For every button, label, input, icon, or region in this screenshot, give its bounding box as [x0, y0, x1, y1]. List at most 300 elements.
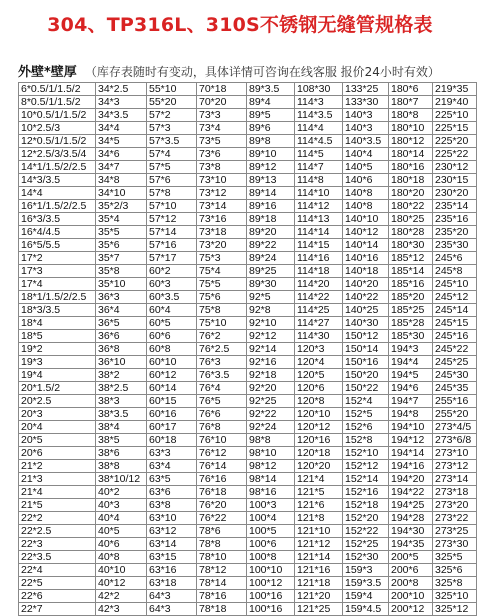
table-cell: 89*18 [247, 213, 295, 226]
table-cell: 325*6 [433, 564, 477, 577]
table-cell: 185*14 [389, 265, 433, 278]
table-cell: 38*10/12 [96, 473, 147, 486]
table-cell: 63*3 [147, 447, 197, 460]
table-cell: 152*12 [343, 460, 389, 473]
table-row [19, 434, 477, 447]
table-cell: 38*8 [96, 460, 147, 473]
table-row [19, 590, 477, 603]
table-cell: 17*4 [19, 278, 96, 291]
table-cell: 152*30 [343, 551, 389, 564]
table-cell: 245*25 [433, 356, 477, 369]
table-cell: 140*30 [343, 317, 389, 330]
table-cell: 194*22 [389, 486, 433, 499]
table-cell: 6*0.5/1/1.5/2 [19, 83, 96, 96]
table-cell: 140*5 [343, 161, 389, 174]
table-cell: 76*14 [197, 460, 247, 473]
table-cell: 114*14 [295, 226, 343, 239]
table-cell: 89*3.5 [247, 83, 295, 96]
table-cell: 60*6 [147, 330, 197, 343]
table-cell: 150*12 [343, 330, 389, 343]
table-row [19, 135, 477, 148]
table-row [19, 317, 477, 330]
table-cell: 63*10 [147, 512, 197, 525]
table-cell: 21*4 [19, 486, 96, 499]
table-cell: 255*16 [433, 395, 477, 408]
table-cell: 180*14 [389, 148, 433, 161]
table-cell: 120*12 [295, 421, 343, 434]
table-cell: 16*4/4.5 [19, 226, 96, 239]
table-cell: 22*5 [19, 577, 96, 590]
table-cell: 180*28 [389, 226, 433, 239]
table-cell: 325*12 [433, 603, 477, 616]
table-cell: 21*5 [19, 499, 96, 512]
table-cell: 98*16 [247, 486, 295, 499]
table-cell: 194*16 [389, 460, 433, 473]
table-cell: 235*20 [433, 226, 477, 239]
table-cell: 35*10 [96, 278, 147, 291]
table-cell: 98*10 [247, 447, 295, 460]
table-cell: 140*10 [343, 213, 389, 226]
table-cell: 150*22 [343, 382, 389, 395]
table-cell: 273*6/8 [433, 434, 477, 447]
table-cell: 140*25 [343, 304, 389, 317]
table-cell: 55*20 [147, 96, 197, 109]
table-row [19, 83, 477, 96]
table-cell: 57*3 [147, 122, 197, 135]
table-cell: 219*40 [433, 96, 477, 109]
table-cell: 121*18 [295, 577, 343, 590]
table-cell: 55*10 [147, 83, 197, 96]
table-cell: 325*8 [433, 577, 477, 590]
page-title: 304、TP316L、310S不锈钢无缝管规格表 [47, 14, 433, 36]
table-cell: 36*6 [96, 330, 147, 343]
table-row [19, 369, 477, 382]
table-cell: 38*4 [96, 421, 147, 434]
table-cell: 12*0.5/1/1.5/2 [19, 135, 96, 148]
table-row [19, 512, 477, 525]
table-cell: 42*3 [96, 603, 147, 616]
table-cell: 159*4 [343, 590, 389, 603]
table-cell: 60*17 [147, 421, 197, 434]
table-cell: 180*30 [389, 239, 433, 252]
table-cell: 89*24 [247, 252, 295, 265]
table-cell: 152*20 [343, 512, 389, 525]
table-cell: 235*16 [433, 213, 477, 226]
table-cell: 121*10 [295, 525, 343, 538]
table-cell: 76*18 [197, 486, 247, 499]
table-cell: 57*2 [147, 109, 197, 122]
table-cell: 152*4 [343, 395, 389, 408]
table-row [19, 122, 477, 135]
table-row [19, 421, 477, 434]
table-cell: 92*20 [247, 382, 295, 395]
table-cell: 180*16 [389, 161, 433, 174]
table-cell: 36*8 [96, 343, 147, 356]
table-cell: 36*4 [96, 304, 147, 317]
table-cell: 194*28 [389, 512, 433, 525]
inventory-note: （库存表随时有变动，具体详情可咨询在线客服 报价24小时有效） [84, 65, 440, 79]
table-cell: 245*35 [433, 382, 477, 395]
table-row [19, 382, 477, 395]
table-cell: 38*3 [96, 395, 147, 408]
table-cell: 98*12 [247, 460, 295, 473]
table-cell: 140*20 [343, 278, 389, 291]
table-cell: 14*1/1.5/2/2.5 [19, 161, 96, 174]
table-cell: 63*8 [147, 499, 197, 512]
table-cell: 63*14 [147, 538, 197, 551]
table-cell: 100*12 [247, 577, 295, 590]
table-cell: 120*5 [295, 369, 343, 382]
table-cell: 20*3 [19, 408, 96, 421]
table-row [19, 161, 477, 174]
table-cell: 36*10 [96, 356, 147, 369]
table-cell: 92*8 [247, 304, 295, 317]
table-cell: 76*2.5 [197, 343, 247, 356]
table-cell: 185*28 [389, 317, 433, 330]
spec-column-label: 外壁*壁厚 [18, 65, 77, 80]
table-cell: 200*5 [389, 551, 433, 564]
table-cell: 273*22 [433, 512, 477, 525]
table-cell: 78*12 [197, 564, 247, 577]
table-cell: 92*14 [247, 343, 295, 356]
table-cell: 194*10 [389, 421, 433, 434]
table-cell: 100*3 [247, 499, 295, 512]
table-cell: 180*10 [389, 122, 433, 135]
table-cell: 245*10 [433, 278, 477, 291]
table-cell: 35*5 [96, 226, 147, 239]
table-cell: 35*6 [96, 239, 147, 252]
table-cell: 60*10 [147, 356, 197, 369]
table-cell: 73*8 [197, 161, 247, 174]
table-cell: 140*8 [343, 187, 389, 200]
table-cell: 140*4 [343, 148, 389, 161]
table-cell: 255*20 [433, 408, 477, 421]
table-cell: 76*3.5 [197, 369, 247, 382]
table-cell: 150*16 [343, 356, 389, 369]
table-cell: 16*5/5.5 [19, 239, 96, 252]
table-cell: 14*4 [19, 187, 96, 200]
table-cell: 152*25 [343, 538, 389, 551]
table-cell: 185*16 [389, 278, 433, 291]
table-row [19, 148, 477, 161]
table-cell: 16*1/1.5/2/2.5 [19, 200, 96, 213]
table-cell: 8*0.5/1/1.5/2 [19, 96, 96, 109]
table-cell: 21*3 [19, 473, 96, 486]
table-cell: 273*14 [433, 473, 477, 486]
table-cell: 38*5 [96, 434, 147, 447]
table-cell: 17*2 [19, 252, 96, 265]
table-cell: 230*20 [433, 187, 477, 200]
table-cell: 121*16 [295, 564, 343, 577]
table-cell: 120*20 [295, 460, 343, 473]
table-cell: 64*3 [147, 590, 197, 603]
table-cell: 60*18 [147, 434, 197, 447]
table-cell: 219*35 [433, 83, 477, 96]
table-cell: 40*12 [96, 577, 147, 590]
table-cell: 34*3 [96, 96, 147, 109]
table-cell: 100*5 [247, 525, 295, 538]
table-cell: 16*3/3.5 [19, 213, 96, 226]
table-cell: 76*22 [197, 512, 247, 525]
table-cell: 40*3 [96, 499, 147, 512]
table-row [19, 213, 477, 226]
table-cell: 57*16 [147, 239, 197, 252]
table-cell: 180*7 [389, 96, 433, 109]
table-cell: 114*4 [295, 122, 343, 135]
table-cell: 194*6 [389, 382, 433, 395]
table-cell: 114*25 [295, 304, 343, 317]
table-cell: 140*22 [343, 291, 389, 304]
table-cell: 22*2.5 [19, 525, 96, 538]
table-cell: 75*10 [197, 317, 247, 330]
table-cell: 63*12 [147, 525, 197, 538]
table-cell: 235*14 [433, 200, 477, 213]
table-cell: 21*2 [19, 460, 96, 473]
table-row [19, 265, 477, 278]
table-cell: 92*25 [247, 395, 295, 408]
table-cell: 76*16 [197, 473, 247, 486]
table-cell: 152*10 [343, 447, 389, 460]
table-cell: 152*22 [343, 525, 389, 538]
table-cell: 73*12 [197, 187, 247, 200]
table-cell: 60*3 [147, 278, 197, 291]
table-row [19, 525, 477, 538]
table-cell: 73*6 [197, 148, 247, 161]
table-cell: 273*30 [433, 538, 477, 551]
table-row [19, 109, 477, 122]
table-row [19, 551, 477, 564]
table-cell: 273*10 [433, 447, 477, 460]
table-cell: 63*5 [147, 473, 197, 486]
table-cell: 180*12 [389, 135, 433, 148]
table-row [19, 460, 477, 473]
table-cell: 73*16 [197, 213, 247, 226]
spec-table-wrapper [18, 82, 476, 616]
table-cell: 114*20 [295, 278, 343, 291]
table-cell: 140*12 [343, 226, 389, 239]
table-cell: 78*10 [197, 551, 247, 564]
table-cell: 75*3 [197, 252, 247, 265]
subtitle [18, 61, 440, 81]
table-cell: 114*12 [295, 200, 343, 213]
table-cell: 245*6 [433, 252, 477, 265]
table-cell: 194*25 [389, 499, 433, 512]
table-cell: 92*16 [247, 356, 295, 369]
table-cell: 194*35 [389, 538, 433, 551]
table-cell: 10*2.5/3 [19, 122, 96, 135]
table-cell: 22*4 [19, 564, 96, 577]
table-cell: 92*5 [247, 291, 295, 304]
table-cell: 60*4 [147, 304, 197, 317]
table-cell: 89*10 [247, 148, 295, 161]
table-cell: 20*6 [19, 447, 96, 460]
table-cell: 34*5 [96, 135, 147, 148]
table-cell: 22*7 [19, 603, 96, 616]
table-cell: 35*7 [96, 252, 147, 265]
table-cell: 225*20 [433, 135, 477, 148]
table-cell: 114*15 [295, 239, 343, 252]
table-cell: 114*3.5 [295, 109, 343, 122]
table-cell: 73*4 [197, 122, 247, 135]
table-cell: 114*10 [295, 187, 343, 200]
table-cell: 133*25 [343, 83, 389, 96]
table-row [19, 564, 477, 577]
table-cell: 180*8 [389, 109, 433, 122]
table-cell: 57*5 [147, 161, 197, 174]
table-cell: 140*8 [343, 200, 389, 213]
table-cell: 114*30 [295, 330, 343, 343]
table-cell: 100*6 [247, 538, 295, 551]
table-cell: 245*8 [433, 265, 477, 278]
table-cell: 159*3.5 [343, 577, 389, 590]
table-cell: 89*6 [247, 122, 295, 135]
table-cell: 57*12 [147, 213, 197, 226]
table-cell: 60*2 [147, 265, 197, 278]
table-cell: 150*20 [343, 369, 389, 382]
table-cell: 20*1.5/2 [19, 382, 96, 395]
table-cell: 92*12 [247, 330, 295, 343]
table-cell: 36*3 [96, 291, 147, 304]
table-cell: 159*4.5 [343, 603, 389, 616]
table-cell: 120*16 [295, 434, 343, 447]
table-cell: 17*3 [19, 265, 96, 278]
table-row [19, 96, 477, 109]
table-cell: 34*3.5 [96, 109, 147, 122]
table-cell: 19*2 [19, 343, 96, 356]
table-cell: 120*8 [295, 395, 343, 408]
table-row [19, 538, 477, 551]
table-cell: 230*15 [433, 174, 477, 187]
table-cell: 89*4 [247, 96, 295, 109]
table-cell: 20*5 [19, 434, 96, 447]
table-cell: 34*2.5 [96, 83, 147, 96]
table-cell: 34*4 [96, 122, 147, 135]
table-cell: 121*4 [295, 473, 343, 486]
table-cell: 120*6 [295, 382, 343, 395]
table-cell: 185*20 [389, 291, 433, 304]
table-cell: 38*6 [96, 447, 147, 460]
table-cell: 76*4 [197, 382, 247, 395]
table-cell: 70*20 [197, 96, 247, 109]
table-cell: 64*3 [147, 603, 197, 616]
table-cell: 76*6 [197, 408, 247, 421]
table-cell: 140*16 [343, 252, 389, 265]
table-cell: 63*16 [147, 564, 197, 577]
table-cell: 40*10 [96, 564, 147, 577]
table-cell: 40*4 [96, 512, 147, 525]
table-cell: 10*0.5/1/1.5/2 [19, 109, 96, 122]
table-cell: 89*20 [247, 226, 295, 239]
table-cell: 140*3 [343, 122, 389, 135]
table-cell: 22*2 [19, 512, 96, 525]
table-row [19, 291, 477, 304]
table-cell: 57*6 [147, 174, 197, 187]
table-cell: 63*6 [147, 486, 197, 499]
table-cell: 200*8 [389, 577, 433, 590]
table-cell: 35*4 [96, 213, 147, 226]
table-cell: 120*18 [295, 447, 343, 460]
table-cell: 76*20 [197, 499, 247, 512]
table-cell: 121*20 [295, 590, 343, 603]
table-cell: 140*14 [343, 239, 389, 252]
table-cell: 42*2 [96, 590, 147, 603]
table-cell: 19*4 [19, 369, 96, 382]
table-cell: 180*20 [389, 187, 433, 200]
table-cell: 114*4.5 [295, 135, 343, 148]
table-cell: 73*10 [197, 174, 247, 187]
table-row [19, 395, 477, 408]
table-cell: 225*10 [433, 109, 477, 122]
table-cell: 34*7 [96, 161, 147, 174]
table-row [19, 486, 477, 499]
table-row [19, 252, 477, 265]
table-cell: 194*12 [389, 434, 433, 447]
table-cell: 60*8 [147, 343, 197, 356]
table-cell: 230*12 [433, 161, 477, 174]
table-cell: 121*5 [295, 486, 343, 499]
table-cell: 152*6 [343, 421, 389, 434]
table-cell: 75*6 [197, 291, 247, 304]
table-cell: 194*5 [389, 369, 433, 382]
table-cell: 78*8 [197, 538, 247, 551]
table-cell: 140*3 [343, 109, 389, 122]
table-cell: 60*15 [147, 395, 197, 408]
table-cell: 245*14 [433, 304, 477, 317]
table-cell: 18*5 [19, 330, 96, 343]
table-cell: 60*14 [147, 382, 197, 395]
table-cell: 76*2 [197, 330, 247, 343]
table-cell: 121*6 [295, 499, 343, 512]
table-cell: 18*4 [19, 317, 96, 330]
table-cell: 76*10 [197, 434, 247, 447]
table-cell: 89*12 [247, 161, 295, 174]
table-cell: 60*3.5 [147, 291, 197, 304]
table-cell: 57*14 [147, 226, 197, 239]
table-cell: 114*3 [295, 96, 343, 109]
table-cell: 114*27 [295, 317, 343, 330]
table-cell: 245*15 [433, 317, 477, 330]
table-cell: 194*14 [389, 447, 433, 460]
table-cell: 63*15 [147, 551, 197, 564]
table-row [19, 356, 477, 369]
table-cell: 73*14 [197, 200, 247, 213]
table-cell: 273*12 [433, 460, 477, 473]
table-cell: 12*2.5/3/3.5/4 [19, 148, 96, 161]
table-cell: 152*5 [343, 408, 389, 421]
table-row [19, 187, 477, 200]
table-row [19, 343, 477, 356]
table-cell: 100*10 [247, 564, 295, 577]
table-cell: 89*13 [247, 174, 295, 187]
table-cell: 89*22 [247, 239, 295, 252]
table-cell: 38*2 [96, 369, 147, 382]
table-cell: 76*3 [197, 356, 247, 369]
table-cell: 70*18 [197, 83, 247, 96]
table-cell: 92*18 [247, 369, 295, 382]
table-cell: 180*18 [389, 174, 433, 187]
table-cell: 150*14 [343, 343, 389, 356]
table-cell: 120*10 [295, 408, 343, 421]
spec-table [18, 82, 477, 616]
table-cell: 73*20 [197, 239, 247, 252]
table-cell: 38*2.5 [96, 382, 147, 395]
table-cell: 40*2 [96, 486, 147, 499]
table-cell: 78*6 [197, 525, 247, 538]
table-cell: 180*25 [389, 213, 433, 226]
table-cell: 76*5 [197, 395, 247, 408]
table-cell: 100*8 [247, 551, 295, 564]
table-cell: 194*30 [389, 525, 433, 538]
